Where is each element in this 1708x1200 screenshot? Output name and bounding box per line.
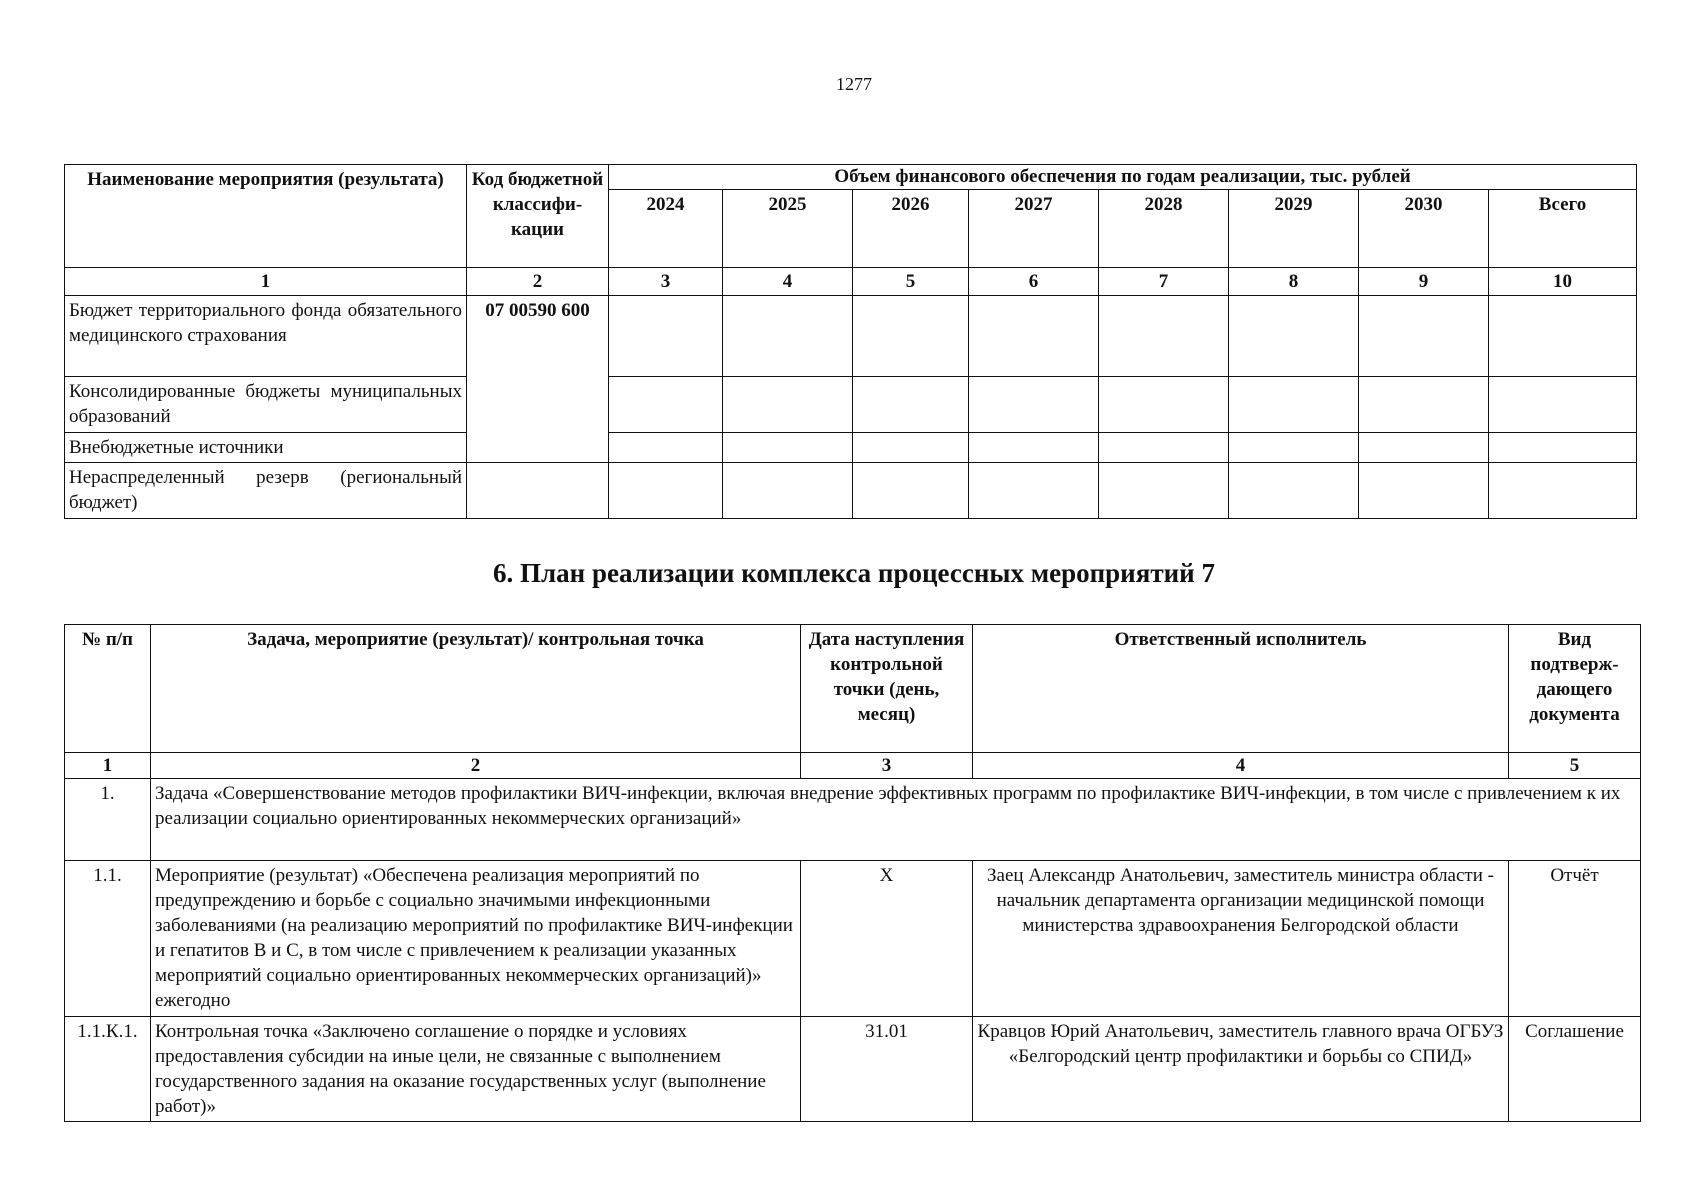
cell: [723, 377, 853, 433]
header-year: 2028: [1099, 190, 1229, 268]
cell: [1489, 377, 1637, 433]
checkpoint-text: Контрольная точка «Заключено соглашение о порядке и условиях предоставления субсидии на иные цели, не связанные с выполнением государственного задания на оказание государственных услуг (выполнение работ)»: [151, 1017, 801, 1122]
column-number: 7: [1099, 268, 1229, 296]
plan-row: [65, 861, 1641, 1017]
cell: [853, 296, 969, 377]
plan-header-row: [65, 625, 1641, 753]
row-number: 1.1.: [65, 861, 151, 1017]
header-year: 2027: [969, 190, 1099, 268]
cell: [969, 433, 1099, 463]
budget-row: [65, 463, 1637, 519]
cell: [1099, 377, 1229, 433]
header-year: 2025: [723, 190, 853, 268]
header-num: № п/п: [65, 625, 151, 753]
budget-code: 07 00590 600: [467, 296, 609, 463]
budget-row: [65, 377, 1637, 433]
funding-source: Бюджет территориального фонда обязательного медицинского страхования: [65, 296, 467, 377]
budget-row: [65, 433, 1637, 463]
column-number: 6: [969, 268, 1099, 296]
budget-row: [65, 296, 1637, 377]
cell: [1229, 433, 1359, 463]
cell: [1099, 296, 1229, 377]
header-date: Дата наступления контрольной точки (день, месяц): [801, 625, 973, 753]
column-number: 1: [65, 753, 151, 779]
header-year: 2026: [853, 190, 969, 268]
cell: [969, 463, 1099, 519]
cell: [467, 463, 609, 519]
cell: [1229, 296, 1359, 377]
cell: [723, 296, 853, 377]
header-task: Задача, мероприятие (результат)/ контрольная точка: [151, 625, 801, 753]
column-number: 9: [1359, 268, 1489, 296]
cell: [1229, 463, 1359, 519]
plan-row: [65, 1017, 1641, 1122]
column-number: 4: [723, 268, 853, 296]
funding-source: Внебюджетные источники: [65, 433, 467, 463]
cell: [1489, 463, 1637, 519]
cell: [1489, 433, 1637, 463]
header-doc: Вид подтверж-дающего документа: [1509, 625, 1641, 753]
cell: [853, 377, 969, 433]
column-number: 10: [1489, 268, 1637, 296]
header-year: 2029: [1229, 190, 1359, 268]
budget-column-numbers: [65, 268, 1637, 296]
plan-table: [64, 624, 1641, 1122]
cell: [1359, 433, 1489, 463]
funding-source: Нераспределенный резерв (региональный бюджет): [65, 463, 467, 519]
control-date: X: [801, 861, 973, 1017]
cell: [609, 463, 723, 519]
row-number: 1.1.К.1.: [65, 1017, 151, 1122]
cell: [1359, 463, 1489, 519]
task-text: Задача «Совершенствование методов профилактики ВИЧ-инфекции, включая внедрение эффективных программ по профилактике ВИЧ-инфекции, в том числе с привлечением к их реализации социально ориентированных некоммерческих организаций»: [151, 779, 1641, 861]
responsible-person: Кравцов Юрий Анатольевич, заместитель главного врача ОГБУЗ «Белгородский центр профилактики и борьбы со СПИД»: [973, 1017, 1509, 1122]
header-year: 2030: [1359, 190, 1489, 268]
column-number: 5: [853, 268, 969, 296]
column-number: 8: [1229, 268, 1359, 296]
cell: [1099, 463, 1229, 519]
cell: [853, 463, 969, 519]
column-number: 1: [65, 268, 467, 296]
header-name: Наименование мероприятия (результата): [65, 165, 467, 268]
control-date: 31.01: [801, 1017, 973, 1122]
responsible-person: Заец Александр Анатольевич, заместитель министра области - начальник департамента организации медицинской помощи министерства здравоохранения Белгородской области: [973, 861, 1509, 1017]
funding-source: Консолидированные бюджеты муниципальных образований: [65, 377, 467, 433]
document-type: Соглашение: [1509, 1017, 1641, 1122]
row-number: 1.: [65, 779, 151, 861]
cell: [1099, 433, 1229, 463]
header-volume: Объем финансового обеспечения по годам реализации, тыс. рублей: [609, 165, 1637, 190]
cell: [853, 433, 969, 463]
activity-text: Мероприятие (результат) «Обеспечена реализация мероприятий по предупреждению и борьбе с социально значимыми инфекционными заболеваниями (на реализацию мероприятий по профилактике ВИЧ-инфекции и гепатитов В и С, в том числе с привлечением к реализации указанных мероприятий социально ориентированных некоммерческих организаций)» ежегодно: [151, 861, 801, 1017]
cell: [1359, 296, 1489, 377]
cell: [969, 296, 1099, 377]
cell: [1359, 377, 1489, 433]
cell: [609, 296, 723, 377]
column-number: 4: [973, 753, 1509, 779]
cell: [969, 377, 1099, 433]
column-number: 2: [151, 753, 801, 779]
section-title: 6. План реализации комплекса процессных мероприятий 7: [493, 558, 1215, 588]
column-number: 2: [467, 268, 609, 296]
cell: [609, 377, 723, 433]
column-number: 5: [1509, 753, 1641, 779]
cell: [1229, 377, 1359, 433]
cell: [609, 433, 723, 463]
header-total: Всего: [1489, 190, 1637, 268]
column-number: 3: [609, 268, 723, 296]
budget-table: [64, 164, 1637, 519]
plan-column-numbers: [65, 753, 1641, 779]
task-row: [65, 779, 1641, 861]
header-year: 2024: [609, 190, 723, 268]
budget-header-row: [65, 165, 1637, 190]
cell: [723, 433, 853, 463]
cell: [1489, 296, 1637, 377]
header-responsible: Ответственный исполнитель: [973, 625, 1509, 753]
page-number: 1277: [836, 74, 872, 94]
header-code: Код бюджетной классифи-кации: [467, 165, 609, 268]
cell: [723, 463, 853, 519]
document-type: Отчёт: [1509, 861, 1641, 1017]
column-number: 3: [801, 753, 973, 779]
